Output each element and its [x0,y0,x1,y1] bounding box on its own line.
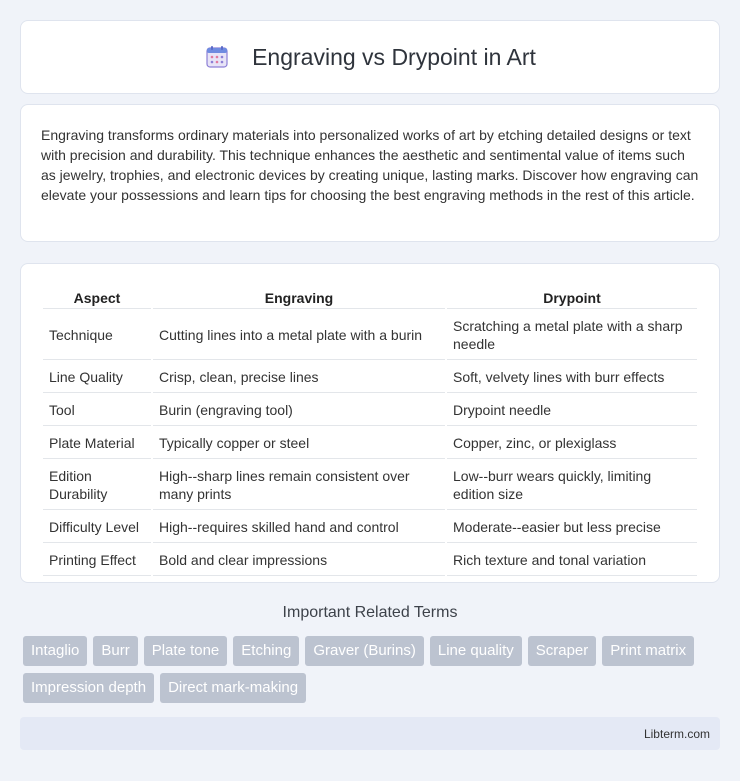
table-cell: Copper, zinc, or plexiglass [447,428,697,459]
title-card [20,20,720,94]
table-cell: Rich texture and tonal variation [447,545,697,576]
tag-impression-depth[interactable]: Impression depth [23,673,154,703]
table-cell: Crisp, clean, precise lines [153,362,445,393]
table-cell: Cutting lines into a metal plate with a burin [153,311,445,360]
table-cell: Scratching a metal plate with a sharp needle [447,311,697,360]
table-cell: Printing Effect [43,545,151,576]
table-cell: Soft, velvety lines with burr effects [447,362,697,393]
table-cell: Line Quality [43,362,151,393]
intro-card [20,104,720,242]
page-title: Engraving vs Drypoint in Art [252,43,536,70]
comparison-table-card [20,263,720,583]
table-row [43,461,697,510]
column-header: Engraving [153,286,445,309]
calendar-icon [204,44,230,70]
table-row [43,512,697,543]
table-cell: Plate Material [43,428,151,459]
tag-direct-mark-making[interactable]: Direct mark-making [160,673,306,703]
table-cell: High--requires skilled hand and control [153,512,445,543]
table-cell: Low--burr wears quickly, limiting edition size [447,461,697,510]
related-terms-title: Important Related Terms [282,604,458,621]
column-header: Drypoint [447,286,697,309]
tag-etching[interactable]: Etching [233,636,299,666]
table-row [43,545,697,576]
table-cell: High--sharp lines remain consistent over many prints [153,461,445,510]
table-cell: Moderate--easier but less precise [447,512,697,543]
tag-line-quality[interactable]: Line quality [430,636,522,666]
related-terms-tags [23,636,723,710]
table-row [43,362,697,393]
tag-plate-tone[interactable]: Plate tone [144,636,228,666]
table-cell: Difficulty Level [43,512,151,543]
footer-site-link[interactable]: Libterm.com [643,727,710,741]
table-row [43,395,697,426]
table-cell: Technique [43,311,151,360]
intro-text: Engraving transforms ordinary materials into personalized works of art by etching detailed designs or text with precision and durability. This technique enhances the aesthetic and sentimental value of items such as jewelry, trophies, and electronic devices by creating unique, lasting marks. Discover how engraving can elevate your possessions and learn tips for choosing the best engraving methods in the rest of this article. [41,127,699,203]
tag-intaglio[interactable]: Intaglio [23,636,87,666]
table-cell: Typically copper or steel [153,428,445,459]
tag-scraper[interactable]: Scraper [528,636,597,666]
table-cell: Tool [43,395,151,426]
table-row [43,428,697,459]
table-header-row [43,286,697,309]
tag-print-matrix[interactable]: Print matrix [602,636,694,666]
comparison-table [41,284,699,578]
table-cell: Drypoint needle [447,395,697,426]
table-row [43,311,697,360]
column-header: Aspect [43,286,151,309]
tag-graver[interactable]: Graver (Burins) [305,636,424,666]
table-cell: Burin (engraving tool) [153,395,445,426]
footer [20,717,720,750]
table-cell: Edition Durability [43,461,151,510]
tag-burr[interactable]: Burr [93,636,137,666]
table-cell: Bold and clear impressions [153,545,445,576]
